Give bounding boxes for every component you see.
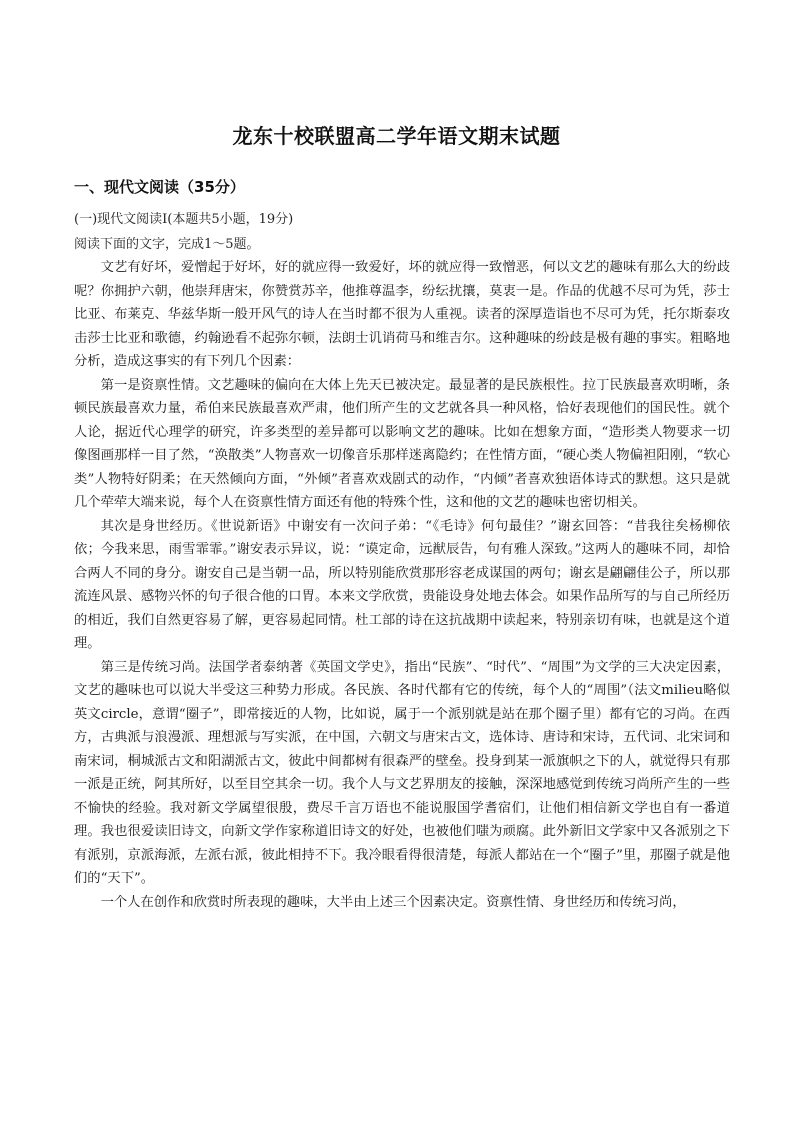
reading-passage <box>74 256 730 914</box>
reading-instruction: 阅读下面的文字，完成1～5题。 <box>74 237 260 252</box>
passage-paragraph-1: 文艺有好坏，爱憎起于好坏，好的就应得一致爱好，坏的就应得一致憎恶，何以文艺的趣味有那么大的纷歧呢？你拥护六朝，他崇拜唐宋，你赞赏苏辛，他推尊温李，纷纭扰攘，莫衷一是。作品的优越不尽可为凭，莎士比亚、布莱克、华兹华斯一般开风气的诗人在当时都不很为人重视。读者的深厚造诣也不尽可为凭，托尔斯泰攻击莎士比亚和歌德，约翰逊看不起弥尔顿，法朗士讥诮荷马和维吉尔。这种趣味的纷歧是极有趣的事实。粗略地分析，造成这事实的有下列几个因素： <box>74 260 730 369</box>
section-heading: 一、现代文阅读（35分） <box>74 178 245 196</box>
passage-paragraph-2: 第一是资禀性情。文艺趣味的偏向在大体上先天已被决定。最显著的是民族根性。拉丁民族最喜欢明晰，条顿民族最喜欢力量，希伯来民族最喜欢严肃，他们所产生的文艺就各具一种风格，恰好表现他们的国民性。就个人论，据近代心理学的研究，许多类型的差异都可以影响文艺的趣味。比如在想象方面，“造形类人物要求一切像图画那样一目了然，“涣散类”人物喜欢一切像音乐那样迷离隐约；在性情方面，“硬心类人物偏袒阳刚，“软心类”人物特好阴柔；在天然倾向方面，“外倾”者喜欢戏剧式的动作，“内倾”者喜欢独语体诗式的默想。这只是就几个荦荦大端来说，每个人在资禀性情方面还有他的特殊个性，这和他的文艺的趣味也密切相关。 <box>74 377 730 510</box>
passage-paragraph-3: 其次是身世经历。《世说新语》中谢安有一次问子弟：“《毛诗》何句最佳？”谢玄回答：“昔我往矣杨柳依依；今我来思，雨雪霏霏。”谢安表示异议，说：“谟定命，远猷辰告，句有雅人深致。”这两人的趣味不同，却恰合两人不同的身分。谢安自己是当朝一品，所以特别能欣赏那形容老成谋国的两句；谢玄是翩翩佳公子，所以那流连风景、感物兴怀的句子很合他的口胃。本来文学欣赏，贵能设身处地去体会。如果作品所写的与自己所经历的相近，我们自然更容易了解，更容易起同情。杜工部的诗在这抗战期中读起来，特别亲切有味，也就是这个道理。 <box>74 518 730 651</box>
passage-paragraph-4: 第三是传统习尚。法国学者泰纳著《英国文学史》，指出“民族”、“时代”、“周围”为文学的三大决定因素，文艺的趣味也可以说大半受这三种势力形成。各民族、各时代都有它的传统，每个人的“周围”（法文milieu略似英文circle，意谓“圈子”，即常接近的人物，比如说，属于一个派别就是站在那个圈子里）都有它的习尚。在西方，古典派与浪漫派、理想派与写实派，在中国，六朝文与唐宋古文，选体诗、唐诗和宋诗，五代词、北宋词和南宋词，桐城派古文和阳湖派古文，彼此中间都树有很森严的壁垒。投身到某一派旗帜之下的人，就觉得只有那一派是正统，阿其所好，以至目空其余一切。我个人与文艺界朋友的接触，深深地感觉到传统习尚所产生的一些不愉快的经验。我对新文学属望很殷，费尽千言万语也不能说服国学耆宿们，让他们相信新文学也自有一番道理。我也很爱读旧诗文，向新文学作家称道旧诗文的好处，也被他们嗤为顽腐。此外新旧文学家中又各派别之下有派别，京派海派，左派右派，彼此相持不下。我冷眼看得很清楚，每派人都站在一个“圈子”里，那圈子就是他们的“天下”。 <box>74 659 730 886</box>
subsection-label: (一)现代文阅读Ⅰ(本题共5小题，19分) <box>74 212 294 227</box>
passage-paragraph-5: 一个人在创作和欣赏时所表现的趣味，大半由上述三个因素决定。资禀性情、身世经历和传统习尚， <box>100 894 686 910</box>
page-title: 龙东十校联盟高二学年语文期末试题 <box>232 124 561 148</box>
